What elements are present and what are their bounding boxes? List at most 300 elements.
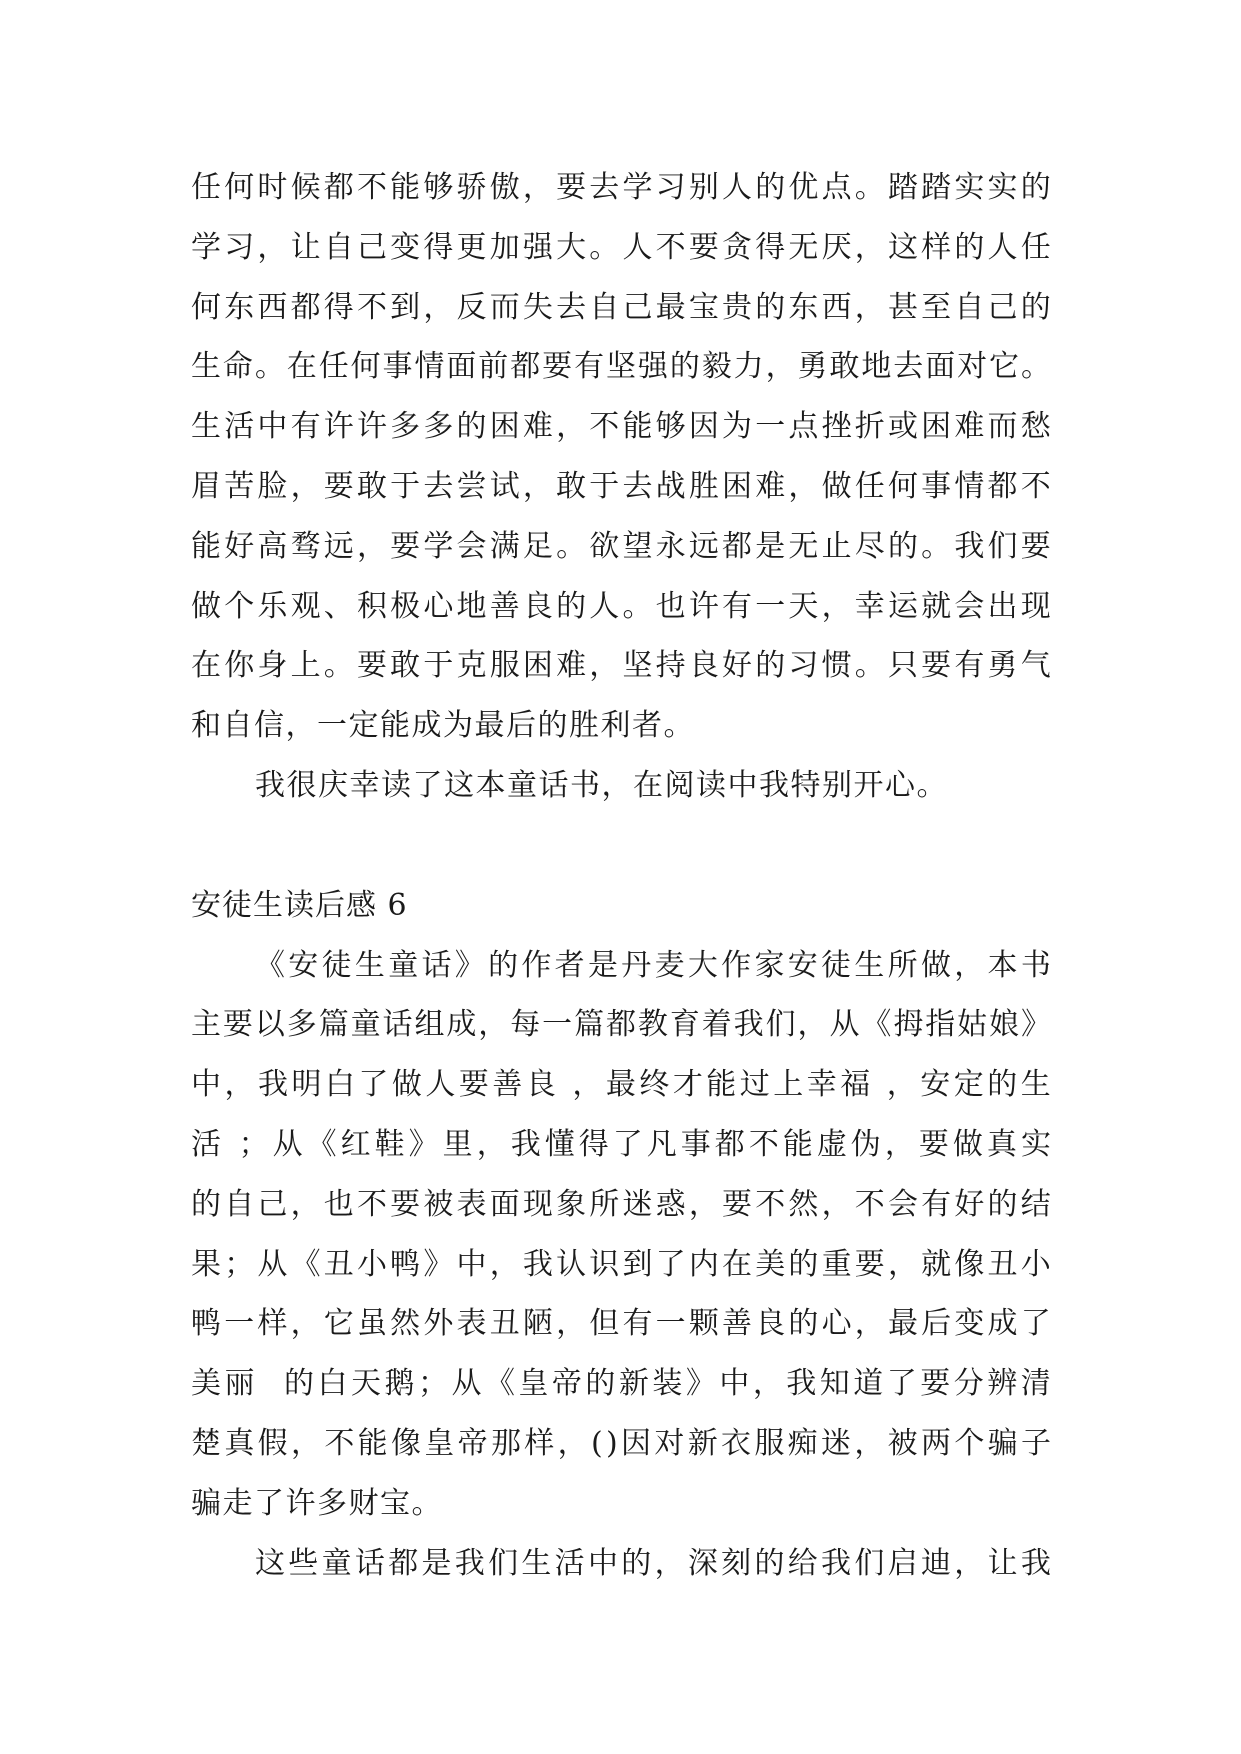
glyph: 宝	[688, 289, 719, 325]
glyph: 了	[1020, 1306, 1051, 1342]
glyph: 远	[323, 528, 354, 564]
glyph: 对	[654, 1425, 685, 1461]
text-line	[191, 1115, 1051, 1175]
glyph: 做	[952, 1126, 983, 1162]
glyph: 要	[390, 528, 421, 564]
glyph: 去	[622, 468, 653, 504]
glyph: ，	[557, 1425, 588, 1461]
glyph: 丽	[224, 1366, 255, 1402]
glyph: 它	[989, 349, 1020, 385]
glyph: ，	[765, 349, 796, 385]
glyph: 样	[524, 1425, 555, 1461]
glyph: 要	[556, 170, 587, 205]
text-line: 骗走了许多财宝。	[191, 1485, 443, 1521]
glyph: 人	[722, 170, 752, 205]
glyph: 安	[288, 947, 319, 983]
glyph: 识	[589, 1246, 620, 1282]
glyph: 困	[921, 409, 952, 445]
glyph: 表	[456, 1306, 487, 1342]
glyph: 。	[254, 349, 285, 385]
glyph: 一	[755, 588, 786, 624]
glyph: 要	[722, 1186, 752, 1222]
glyph: 本	[987, 947, 1018, 983]
glyph: 贵	[722, 289, 752, 325]
glyph: 力	[733, 349, 764, 385]
glyph: ，	[752, 1366, 783, 1402]
glyph: 的	[788, 1246, 819, 1282]
glyph: 们	[765, 1007, 796, 1043]
glyph: 丑	[489, 1306, 520, 1342]
glyph: ，	[854, 289, 885, 325]
glyph: 满	[489, 528, 520, 564]
glyph: 折	[854, 409, 885, 445]
glyph: 苦	[224, 468, 255, 504]
glyph: 所	[887, 947, 918, 983]
glyph: 们	[854, 1545, 885, 1581]
glyph: 》	[1020, 1007, 1051, 1043]
glyph: 生	[854, 947, 885, 983]
glyph: 良	[755, 1306, 786, 1342]
glyph: ，	[572, 1067, 603, 1103]
glyph: 善	[489, 588, 520, 624]
glyph: 何	[887, 468, 918, 504]
glyph: 良	[525, 1067, 556, 1103]
glyph: 我	[454, 1545, 485, 1581]
glyph: 都	[987, 468, 1018, 504]
glyph: 身	[257, 648, 288, 684]
paragraph-1	[191, 158, 1051, 756]
glyph: 敢	[356, 468, 387, 504]
glyph: 鸭	[191, 1306, 221, 1342]
text-line	[191, 936, 1051, 996]
glyph: 让	[290, 229, 321, 265]
glyph: 痴	[787, 1425, 818, 1461]
glyph: 有	[574, 349, 605, 385]
glyph: 无	[788, 528, 819, 564]
glyph: 足	[522, 528, 553, 564]
glyph: 只	[887, 648, 918, 684]
glyph: 辨	[987, 1366, 1018, 1402]
glyph: 做	[920, 947, 951, 983]
glyph: 活	[191, 1126, 221, 1162]
glyph: 道	[853, 1366, 884, 1402]
glyph: 因	[621, 1425, 652, 1461]
glyph: 话	[354, 1545, 385, 1581]
glyph: ，	[290, 1306, 321, 1342]
glyph: 真	[224, 1425, 255, 1461]
glyph: 难	[556, 648, 587, 684]
glyph	[258, 1354, 268, 1414]
glyph: 点	[788, 409, 819, 445]
glyph: 的	[755, 170, 786, 205]
glyph: 强	[522, 229, 553, 265]
glyph: 骛	[290, 528, 321, 564]
glyph: 一	[542, 1007, 573, 1043]
text-line	[191, 158, 1051, 218]
glyph: 的	[755, 289, 786, 325]
glyph: ，	[478, 1007, 509, 1043]
glyph: 子	[1020, 1425, 1051, 1461]
glyph: 面	[925, 349, 956, 385]
glyph: 里	[442, 1126, 473, 1162]
glyph: 主	[191, 1007, 221, 1043]
glyph: 己	[356, 229, 387, 265]
glyph: 情	[414, 349, 445, 385]
glyph: 胜	[688, 468, 719, 504]
glyph: ，	[688, 1186, 719, 1222]
glyph: 坚	[605, 349, 636, 385]
glyph: 皇	[424, 1425, 455, 1461]
glyph: 学	[191, 229, 221, 265]
glyph: 永	[655, 528, 686, 564]
glyph: ，	[556, 409, 587, 445]
glyph: 加	[489, 229, 520, 265]
glyph: 何	[350, 349, 381, 385]
glyph: 了	[655, 1246, 686, 1282]
glyph: 尝	[456, 468, 487, 504]
glyph: 踏	[887, 170, 918, 205]
glyph: 教	[637, 1007, 668, 1043]
glyph: 才	[672, 1067, 703, 1103]
glyph: 生	[1020, 1067, 1051, 1103]
glyph: 就	[921, 1246, 952, 1282]
glyph: 多	[286, 1007, 317, 1043]
glyph: 我	[522, 1246, 553, 1282]
glyph: 脸	[257, 468, 288, 504]
glyph: 天	[788, 588, 819, 624]
glyph: ，	[476, 1126, 507, 1162]
glyph: 。	[323, 648, 354, 684]
glyph: 出	[987, 588, 1018, 624]
glyph: 《	[290, 1246, 321, 1282]
glyph: 做	[191, 588, 221, 624]
glyph: 。	[1020, 349, 1051, 385]
glyph: 真	[986, 1126, 1017, 1162]
glyph: ；	[238, 1126, 269, 1162]
glyph: 事	[680, 1126, 711, 1162]
glyph: 多	[390, 409, 421, 445]
glyph: 不	[748, 1126, 779, 1162]
glyph: 不	[854, 1186, 885, 1222]
glyph: 能	[191, 528, 221, 564]
glyph: 甚	[887, 289, 918, 325]
glyph: 高	[257, 528, 288, 564]
glyph: 多	[423, 409, 454, 445]
glyph: 假	[257, 1425, 288, 1461]
glyph: 丑	[323, 1246, 354, 1282]
glyph: 楚	[191, 1425, 221, 1461]
glyph: 优	[788, 170, 819, 205]
glyph: 在	[722, 1246, 752, 1282]
glyph: 观	[290, 588, 321, 624]
glyph: 在	[286, 349, 317, 385]
glyph: 己	[257, 1186, 288, 1222]
glyph: 自	[589, 289, 620, 325]
glyph: 终	[639, 1067, 670, 1103]
glyph: 敢	[556, 468, 587, 504]
glyph: 试	[489, 468, 520, 504]
glyph: 要	[542, 349, 573, 385]
glyph: 。	[589, 229, 620, 265]
glyph: 了	[612, 1126, 643, 1162]
glyph: 要	[356, 648, 387, 684]
glyph: 气	[1020, 648, 1051, 684]
glyph: 表	[456, 1186, 487, 1222]
glyph: 新	[618, 1366, 649, 1402]
glyph: 不	[356, 1186, 387, 1222]
glyph: 变	[390, 229, 421, 265]
glyph: 要	[323, 468, 354, 504]
glyph: 去	[893, 349, 924, 385]
glyph: ，	[654, 1545, 685, 1581]
glyph: 《	[484, 1366, 515, 1402]
glyph: 的	[788, 1306, 819, 1342]
text-line	[191, 1414, 1051, 1474]
glyph: 皇	[518, 1366, 549, 1402]
glyph: 成	[987, 1306, 1018, 1342]
glyph: 困	[489, 409, 520, 445]
glyph: ，	[884, 1126, 915, 1162]
text-line	[191, 1055, 1051, 1115]
glyph: 虚	[816, 1126, 847, 1162]
glyph: 篇	[318, 1007, 349, 1043]
glyph: 的	[954, 229, 985, 265]
glyph: 话	[382, 1007, 413, 1043]
glyph: 都	[388, 1545, 419, 1581]
glyph: 得	[755, 229, 786, 265]
glyph: 天	[351, 1366, 381, 1402]
glyph: 不	[1020, 468, 1051, 504]
glyph: 勇	[987, 648, 1018, 684]
glyph: 任	[318, 349, 349, 385]
glyph: 我	[733, 1007, 764, 1043]
glyph: 人	[425, 1067, 456, 1103]
glyph: ，	[556, 1306, 587, 1342]
glyph: 鹅	[384, 1366, 415, 1402]
glyph: 的	[987, 1067, 1018, 1103]
glyph: 清	[1020, 1366, 1051, 1402]
paragraph-4	[191, 1534, 1051, 1594]
glyph: 会	[887, 1186, 918, 1222]
glyph: 去	[556, 289, 587, 325]
glyph: 。	[921, 528, 952, 564]
glyph: 都	[605, 1007, 636, 1043]
glyph: 地	[861, 349, 892, 385]
glyph: 的	[556, 588, 587, 624]
glyph: 会	[456, 528, 487, 564]
glyph: 事	[382, 349, 413, 385]
glyph: 我	[954, 528, 985, 564]
glyph: 持	[655, 648, 686, 684]
glyph: 惑	[655, 1186, 686, 1222]
glyph: 白	[324, 1067, 355, 1103]
glyph: ，	[797, 1007, 828, 1043]
glyph: 远	[688, 528, 719, 564]
glyph: ，	[788, 468, 819, 504]
glyph: 鸭	[390, 1246, 421, 1282]
glyph: 得	[323, 289, 354, 325]
glyph: ，	[954, 947, 985, 983]
glyph: 从	[451, 1366, 482, 1402]
glyph: 但	[589, 1306, 620, 1342]
glyph: 帝	[457, 1425, 488, 1461]
glyph: 知	[819, 1366, 850, 1402]
glyph: 懂	[544, 1126, 575, 1162]
glyph: 现	[522, 1186, 553, 1222]
glyph: 反	[456, 289, 487, 325]
glyph: 最	[655, 289, 686, 325]
glyph: 地	[456, 588, 487, 624]
glyph: 去	[589, 170, 620, 205]
glyph: ，	[854, 1306, 885, 1342]
glyph: 欲	[589, 528, 620, 564]
glyph: 作	[721, 947, 752, 983]
glyph: 从	[257, 1246, 288, 1282]
glyph: 到	[622, 1246, 653, 1282]
glyph: 心	[423, 588, 454, 624]
glyph: 被	[423, 1186, 454, 1222]
glyph: 陋	[522, 1306, 553, 1342]
glyph: 难	[755, 468, 786, 504]
glyph: 情	[954, 468, 985, 504]
glyph: 的	[585, 1366, 616, 1402]
glyph: 难	[522, 409, 553, 445]
glyph: 中	[587, 1545, 618, 1581]
glyph: 了	[886, 1366, 917, 1402]
glyph: 面	[489, 1186, 520, 1222]
text-line	[191, 577, 1051, 637]
glyph: 深	[687, 1545, 718, 1581]
text-line	[191, 457, 1051, 517]
glyph: 学	[423, 528, 454, 564]
glyph: 许	[356, 409, 387, 445]
glyph: 以	[254, 1007, 285, 1043]
glyph: 伪	[850, 1126, 881, 1162]
glyph: 上	[290, 648, 321, 684]
glyph	[874, 1055, 884, 1115]
glyph: 迷	[622, 1186, 653, 1222]
glyph: 失	[522, 289, 553, 325]
glyph: 中	[456, 1246, 487, 1282]
glyph: 像	[390, 1425, 421, 1461]
glyph: 挫	[821, 409, 852, 445]
glyph: 惯	[821, 648, 852, 684]
glyph: 被	[887, 1425, 918, 1461]
glyph: ，	[589, 648, 620, 684]
section-heading: 安徒生读后感 6	[191, 887, 408, 923]
glyph: 服	[754, 1425, 785, 1461]
glyph: 要	[1020, 528, 1051, 564]
glyph: 不	[589, 409, 620, 445]
text-line	[191, 218, 1051, 278]
glyph: 学	[622, 170, 653, 205]
glyph: 有	[722, 588, 752, 624]
glyph: 坚	[622, 648, 653, 684]
text-line	[191, 1235, 1051, 1295]
glyph: 中	[719, 1366, 750, 1402]
glyph: 大	[556, 229, 587, 265]
glyph: 们	[488, 1545, 519, 1581]
glyph: 篇	[574, 1007, 605, 1043]
glyph: 都	[714, 1126, 745, 1162]
text-line: 我很庆幸读了这本童话书，在阅读中我特别开心。	[255, 767, 948, 803]
glyph: 活	[554, 1545, 585, 1581]
glyph: 己	[622, 289, 653, 325]
glyph: 也	[655, 588, 686, 624]
glyph: 要	[688, 229, 719, 265]
glyph: 的	[755, 648, 786, 684]
glyph: 着	[701, 1007, 732, 1043]
glyph: 极	[390, 588, 421, 624]
glyph: 愁	[1020, 409, 1051, 445]
glyph: 好	[224, 528, 255, 564]
text-line	[191, 517, 1051, 577]
glyph: 好	[954, 1186, 985, 1222]
glyph: 毅	[701, 349, 732, 385]
glyph: 勇	[797, 349, 828, 385]
glyph: 个	[224, 588, 255, 624]
glyph: ，	[821, 1186, 852, 1222]
glyph: 福	[840, 1067, 871, 1103]
text-line	[191, 636, 1051, 696]
glyph: 那	[490, 1425, 521, 1461]
glyph: 无	[788, 229, 819, 265]
glyph: 后	[921, 1306, 952, 1342]
glyph: 要	[458, 1067, 489, 1103]
glyph: 然	[788, 1186, 819, 1222]
glyph: 习	[224, 229, 255, 265]
glyph: 困	[522, 648, 553, 684]
glyph: 》	[423, 1246, 454, 1282]
glyph: 任	[854, 468, 885, 504]
glyph: 我	[510, 1126, 541, 1162]
glyph: 启	[887, 1545, 918, 1581]
glyph: 西	[821, 289, 852, 325]
glyph: 服	[489, 648, 520, 684]
glyph: 。	[622, 588, 653, 624]
glyph: 更	[456, 229, 487, 265]
glyph: 内	[688, 1246, 719, 1282]
glyph: 止	[821, 528, 852, 564]
glyph: 眉	[191, 468, 221, 504]
glyph: 的	[488, 947, 519, 983]
glyph: 这	[887, 229, 918, 265]
glyph: 。	[854, 648, 885, 684]
glyph: 结	[1020, 1186, 1051, 1222]
glyph: 你	[224, 648, 255, 684]
glyph: 徒	[321, 947, 352, 983]
text-line	[191, 278, 1051, 338]
glyph: 丑	[987, 1246, 1018, 1282]
glyph	[559, 1055, 569, 1115]
glyph: 我	[1020, 1545, 1051, 1581]
glyph: 够	[423, 170, 454, 205]
glyph: 有	[954, 648, 985, 684]
glyph: 让	[987, 1545, 1018, 1581]
text-line	[191, 1175, 1051, 1235]
glyph: 时	[257, 170, 288, 205]
glyph: 不	[356, 170, 387, 205]
glyph: 能	[390, 170, 421, 205]
glyph: 果	[191, 1246, 221, 1282]
glyph: 娘	[989, 1007, 1020, 1043]
glyph: 《	[306, 1126, 337, 1162]
glyph: 美	[755, 1246, 786, 1282]
glyph: 美	[191, 1366, 221, 1402]
glyph: 许	[688, 588, 719, 624]
glyph: 够	[655, 409, 686, 445]
glyph: 任	[191, 170, 221, 205]
